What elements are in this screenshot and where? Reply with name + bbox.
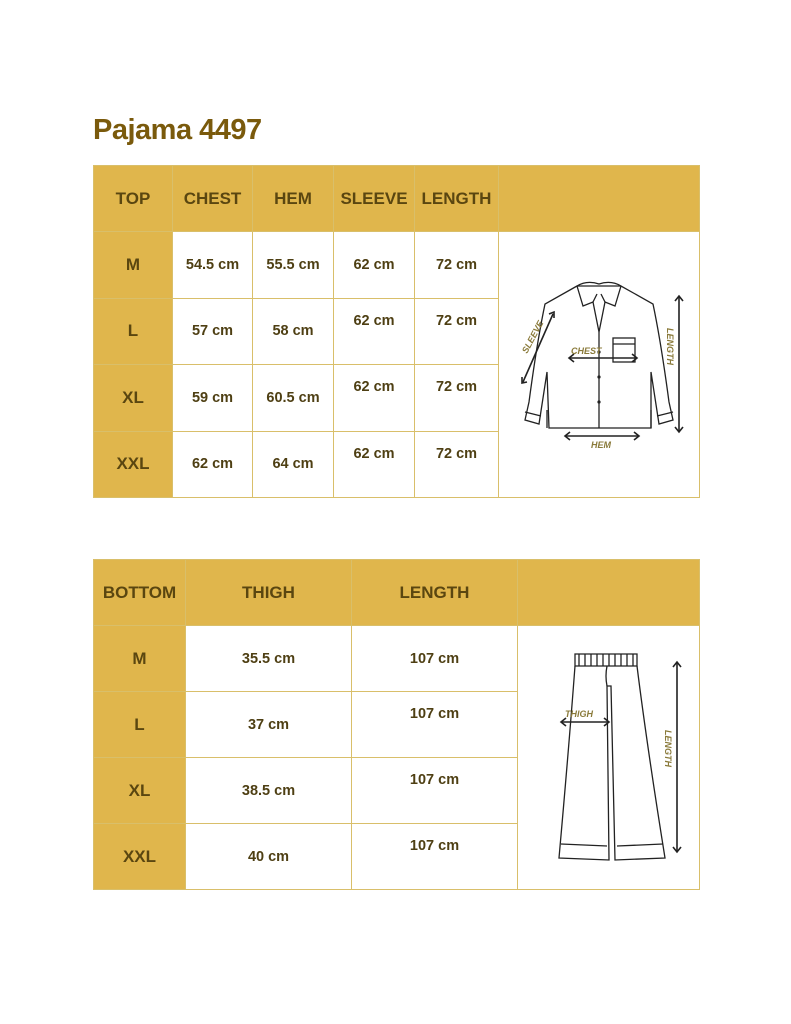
chest-label: CHEST (571, 346, 602, 356)
length-value: 72 cm (415, 431, 499, 498)
length-value: 72 cm (415, 232, 499, 299)
length-value: 107 cm (352, 626, 518, 692)
chest-value: 54.5 cm (173, 232, 253, 299)
size-label: L (94, 692, 186, 758)
bottom-header-row (94, 560, 700, 626)
sleeve-value: 62 cm (334, 365, 415, 432)
top-header-sleeve: SLEEVE (334, 166, 415, 232)
top-size-table (93, 165, 700, 498)
bottom-header-size: BOTTOM (94, 560, 186, 626)
top-header-length: LENGTH (415, 166, 499, 232)
sleeve-value: 62 cm (334, 431, 415, 498)
size-label: XL (94, 758, 186, 824)
pajama-pants-diagram (519, 626, 699, 884)
size-label: XXL (94, 824, 186, 890)
bottom-header-blank (518, 560, 700, 626)
chest-value: 59 cm (173, 365, 253, 432)
thigh-value: 35.5 cm (186, 626, 352, 692)
table-row (94, 232, 700, 299)
size-label: L (94, 298, 173, 365)
thigh-value: 38.5 cm (186, 758, 352, 824)
length-label: LENGTH (665, 328, 675, 365)
top-diagram-cell (499, 232, 700, 498)
top-header-blank (499, 166, 700, 232)
chest-value: 57 cm (173, 298, 253, 365)
bottom-diagram-cell (518, 626, 700, 890)
bottom-size-table (93, 559, 700, 890)
top-header-size: TOP (94, 166, 173, 232)
hem-value: 64 cm (253, 431, 334, 498)
top-header-hem: HEM (253, 166, 334, 232)
hem-label: HEM (591, 440, 611, 450)
size-label: XXL (94, 431, 173, 498)
table-row (94, 626, 700, 692)
hem-value: 60.5 cm (253, 365, 334, 432)
size-label: M (94, 232, 173, 299)
length-value: 107 cm (352, 758, 518, 824)
length-value: 72 cm (415, 298, 499, 365)
pajama-top-diagram (499, 232, 699, 492)
size-label: XL (94, 365, 173, 432)
hem-value: 55.5 cm (253, 232, 334, 299)
length-label: LENGTH (662, 730, 673, 767)
thigh-value: 37 cm (186, 692, 352, 758)
sleeve-value: 62 cm (334, 232, 415, 299)
hem-value: 58 cm (253, 298, 334, 365)
top-header-chest: CHEST (173, 166, 253, 232)
chest-value: 62 cm (173, 431, 253, 498)
length-value: 72 cm (415, 365, 499, 432)
top-header-row (94, 166, 700, 232)
sleeve-label: SLEEVE (519, 318, 546, 355)
length-value: 107 cm (352, 824, 518, 890)
thigh-label: THIGH (564, 709, 593, 719)
size-label: M (94, 626, 186, 692)
length-value: 107 cm (352, 692, 518, 758)
bottom-header-length: LENGTH (352, 560, 518, 626)
page-title: Pajama 4497 (93, 114, 262, 146)
thigh-value: 40 cm (186, 824, 352, 890)
bottom-header-thigh: THIGH (186, 560, 352, 626)
sleeve-value: 62 cm (334, 298, 415, 365)
